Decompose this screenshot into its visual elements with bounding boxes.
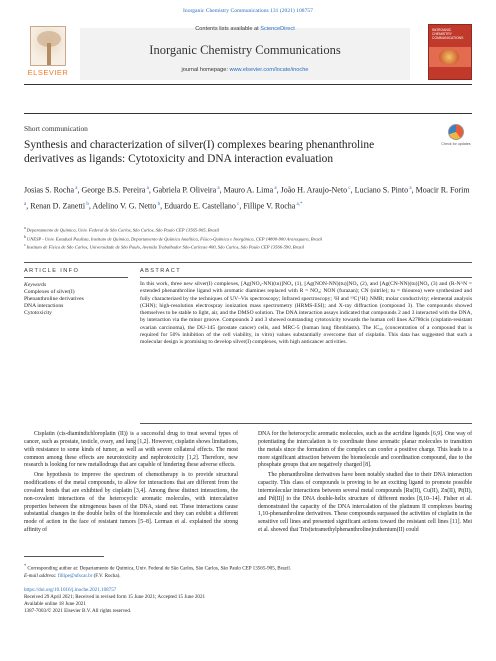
body-paragraph: DNA for the heterocyclic aromatic molecules, such as the acridine ligands [6,9]. One way of potentiating the intercalation is to coordinate these aromatic planar molecules to transition the metals since the formation of the complex can confer a positive charge. This leads to a more significant attraction between the biomolecule and coordination compound, due to the phosphate groups that are negatively charged [8]. bbox=[258, 431, 472, 469]
copyright: 1387-7003/© 2021 Elsevier B.V. All rights reserved. bbox=[24, 608, 132, 615]
author-name[interactable]: Moacir R. Forim bbox=[415, 185, 470, 195]
author-name[interactable]: Luciano S. Pinto bbox=[354, 185, 409, 195]
author-name[interactable]: Mauro A. Lima bbox=[223, 185, 274, 195]
affiliation-mark[interactable]: a bbox=[145, 186, 149, 191]
check-for-updates-button[interactable] bbox=[440, 124, 472, 158]
cover-title: INORGANIC CHEMISTRY COMMUNICATIONS bbox=[432, 28, 464, 40]
author-name[interactable]: George B.S. Pereira bbox=[81, 185, 146, 195]
cover-crystal-image bbox=[439, 49, 459, 65]
author-email-link[interactable]: fillipe@ufscar.br bbox=[57, 572, 93, 579]
check-updates-icon bbox=[448, 124, 464, 140]
footnote-rule bbox=[24, 556, 104, 557]
elsevier-tree-icon bbox=[30, 26, 66, 66]
affiliation-mark[interactable]: b bbox=[156, 202, 161, 208]
affiliation: $^a$ Departamento de Química, Univ. Federal de São Carlos, São Carlos, São Paulo CEP 13565-905, Brazil bbox=[24, 226, 220, 233]
running-head[interactable]: Inorganic Chemistry Communications 131 (2021) 108757 bbox=[183, 8, 313, 14]
abstract-rule bbox=[140, 277, 472, 278]
contents-line: Contents lists available at ScienceDirect bbox=[195, 26, 295, 32]
header-rule-lower bbox=[24, 113, 472, 114]
author-name[interactable]: Gabriela P. Oliveira bbox=[152, 185, 217, 195]
article-metadata bbox=[24, 587, 472, 615]
info-rule bbox=[24, 262, 472, 263]
keyword: Cytotoxicity bbox=[24, 310, 52, 316]
article-type: Short communication bbox=[24, 124, 88, 133]
author-name[interactable]: Josias S. Rocha bbox=[24, 185, 74, 195]
elsevier-logo[interactable] bbox=[24, 22, 72, 80]
body-paragraph: One hypothesis to improve the spectrum of chemotherapy is to provide structural modifications of the metal compounds, to allow for interactions that are different from the covalent bonds that are exhibited by cisplatin [3,4]. Among these distinct interactions, the non-covalent interactions of the heterocyclic aromatic molecules, with intercalative properties between the nitrogenous bases of the DNA, stand out. These interactions cause substantial changes in the double helix of the biomolecule and they can exhibit a different mode of action in the face of resistant tumors [5–8]. Lerman et al. explained the strong affinity of bbox=[24, 472, 238, 534]
header-rule bbox=[24, 84, 472, 85]
affiliation-mark[interactable]: a bbox=[24, 202, 27, 208]
author-name[interactable]: Fillipe V. Rocha bbox=[243, 201, 296, 211]
journal-masthead bbox=[80, 28, 410, 80]
available-online: Available online 18 June 2021 bbox=[24, 601, 86, 608]
affiliation-mark[interactable]: a bbox=[408, 186, 412, 191]
author-name[interactable]: Adelino V. G. Netto bbox=[92, 201, 157, 211]
keywords-list bbox=[24, 289, 84, 317]
journal-cover-thumbnail[interactable] bbox=[428, 24, 472, 80]
keyword: DNA interactions bbox=[24, 303, 64, 309]
keyword: Phenanthroline derivatives bbox=[24, 296, 84, 302]
article-info-rule bbox=[24, 277, 128, 278]
article-info-heading: ARTICLE INFO bbox=[24, 268, 80, 274]
keywords-label: Keywords bbox=[24, 282, 47, 288]
affiliation-mark[interactable]: b bbox=[85, 202, 89, 208]
body-column-left bbox=[24, 431, 238, 535]
affiliation-mark[interactable]: a bbox=[216, 186, 220, 191]
doi-link[interactable]: https://doi.org/10.1016/j.inoche.2021.108757 bbox=[24, 587, 117, 593]
affiliation-mark[interactable]: a bbox=[273, 186, 277, 191]
affiliation-mark[interactable]: a,* bbox=[295, 202, 303, 208]
received-dates: Received 29 April 2021; Received in revised form 15 June 2021; Accepted 15 June 2021 bbox=[24, 594, 206, 601]
affiliation: $^c$ Instituto de Física de São Carlos, Universidade de São Paulo, Avenida Trabalhador São-Carlense 400, São Carlos, São Paulo CEP 13566-590, Brazil bbox=[24, 243, 305, 250]
affiliation-mark[interactable]: c bbox=[347, 186, 351, 191]
abstract-heading: ABSTRACT bbox=[140, 268, 182, 274]
article-title: Synthesis and characterization of silver(I) complexes bearing phenanthroline derivatives as ligands: Cytotoxicity and DNA interaction evaluation bbox=[24, 139, 375, 165]
body-paragraph: Cisplatin (cis-diamindichloroplatin (II)) is a successful drug to treat several types of cancer, such as prostate, testicle, ovary, and lung [1,2]. However, cisplatin shows limitations, with resistance to some kinds of tumor, as well as with severe collateral effects. The most common among these effects are neurotoxicity and nephrotoxicity [1,2]. Therefore, new research is looking for new metallodrugs that are capable of hindering these adverse effects. bbox=[24, 431, 238, 469]
sciencedirect-link[interactable]: ScienceDirect bbox=[260, 26, 295, 32]
body-column-right bbox=[258, 431, 472, 535]
publisher-name: ELSEVIER bbox=[27, 68, 69, 77]
affiliation-mark[interactable]: c bbox=[235, 202, 240, 208]
journal-title: Inorganic Chemistry Communications bbox=[149, 43, 341, 57]
author-list: Josias S. Rocha $^a$, George B.S. Pereira $^a$, Gabriela P. Oliveira $^a$, Mauro A. Lima $^a$, João H. Araujo-Neto $^c$, Luciano S. Pinto $^a$, Moacir R. Forim $^a$, Renan D. Zanetti $^b$, Adelino V. G. Netto $^b$, Eduardo E. Castellano $^c$, Fillipe V. Rocha $^{a,*}$ bbox=[24, 185, 470, 211]
homepage-line: journal homepage: www.elsevier.com/locate/inoche bbox=[181, 67, 309, 73]
author-name[interactable]: Renan D. Zanetti bbox=[30, 201, 86, 211]
affiliation-list bbox=[24, 225, 472, 251]
journal-homepage-link[interactable]: www.elsevier.com/locate/inoche bbox=[229, 67, 309, 73]
check-updates-label: Check for updates bbox=[441, 142, 471, 146]
author-name[interactable]: Eduardo E. Castellano bbox=[164, 201, 236, 211]
affiliation: $^b$ UNESP - Univ. Estadual Paulista, Instituto de Química, Departamento de Química Analítica, Físico-Química e Inorgânica, CEP 14800-900 Araraquara, Brazil bbox=[24, 234, 323, 242]
corresponding-author-footnote: * Corresponding author at: Departamento de Química, Univ. Federal de São Carlos, São Carlos, São Paulo CEP 13565-905, Brazil. E-mail address: fillipe@ufscar.br (F.V. Rocha). bbox=[24, 563, 292, 579]
abstract-text: In this work, three new silver(I) complexes, [Ag(NO₂-NN)(tu)]NO₃ (1), [Ag(NON-NN)(tu)]NO₃ (2), and [Ag(CN-NN)(tu)]NO₃ (3) and (R-N^N = extended phenanthroline ligand with aromatic diamines replaced with R = NO₂; NON (furazan); CN (nitrile); tu = thiourea) were synthesized and fully characterized by the techniques of UV–Vis spectroscopy; Infrared spectroscopy; ¹H and ¹³C{¹H} NMR; molar conductivity; elemental analysis (CHN); high-resolution electrospray ionization mass spectrometry (HRMS-ESI); and X-ray diffraction (compound 3). The compounds showed themselves to be stable to light, air, and the DMSO solution. The DNA interaction assays indicated that compounds 2 and 3 interacted with the DNA, by interaction via the minor groove. Compounds 2 and 3 showed outstanding cytotoxicity towards the human cell lines A2780cis (cisplatin-resistant ovarian carcinoma), the DU-145 (prostate cancer) cells, and MRC-5 (human lung fibroblasts). The IC₅₀ (concentration of a compound that is required for 50% inhibition of the cell viability, in vitro) values substantially overcome that of cisplatin. This data has suggested that such a molecular design is promising to develop silver(I) complexes, with high anticancer activities. bbox=[140, 281, 472, 346]
author-name[interactable]: João H. Araujo-Neto bbox=[280, 185, 348, 195]
body-paragraph: The phenanthroline derivatives have been notably studied due to their DNA interaction capacity. This class of compounds is proving to be an exciting ligand to promote possible intermolecular interactions between several metal compounds [Ru(II), Cu(II), Zn(II), Pt(II), and Pd(II)] to the DNA double-helix structure of different modes [8,10–14]. Fisher et al. demonstrated the capacity of the DNA intercalation of the platinum II complexes bearing 1,10-phenanthroline derivatives. These compounds surpassed the activities of cisplatin in the sensitive cell lines and presented significant actions toward the resistant cell lines [11]. Mei et al. showed that Tris(tetramethylphenanthroline)ruthenium(II) could bbox=[258, 472, 472, 534]
affiliation-mark[interactable]: a bbox=[74, 186, 78, 191]
journal-header bbox=[24, 22, 472, 80]
abstract-end-rule bbox=[140, 423, 472, 424]
keyword: Complexes of silver(I) bbox=[24, 289, 75, 295]
